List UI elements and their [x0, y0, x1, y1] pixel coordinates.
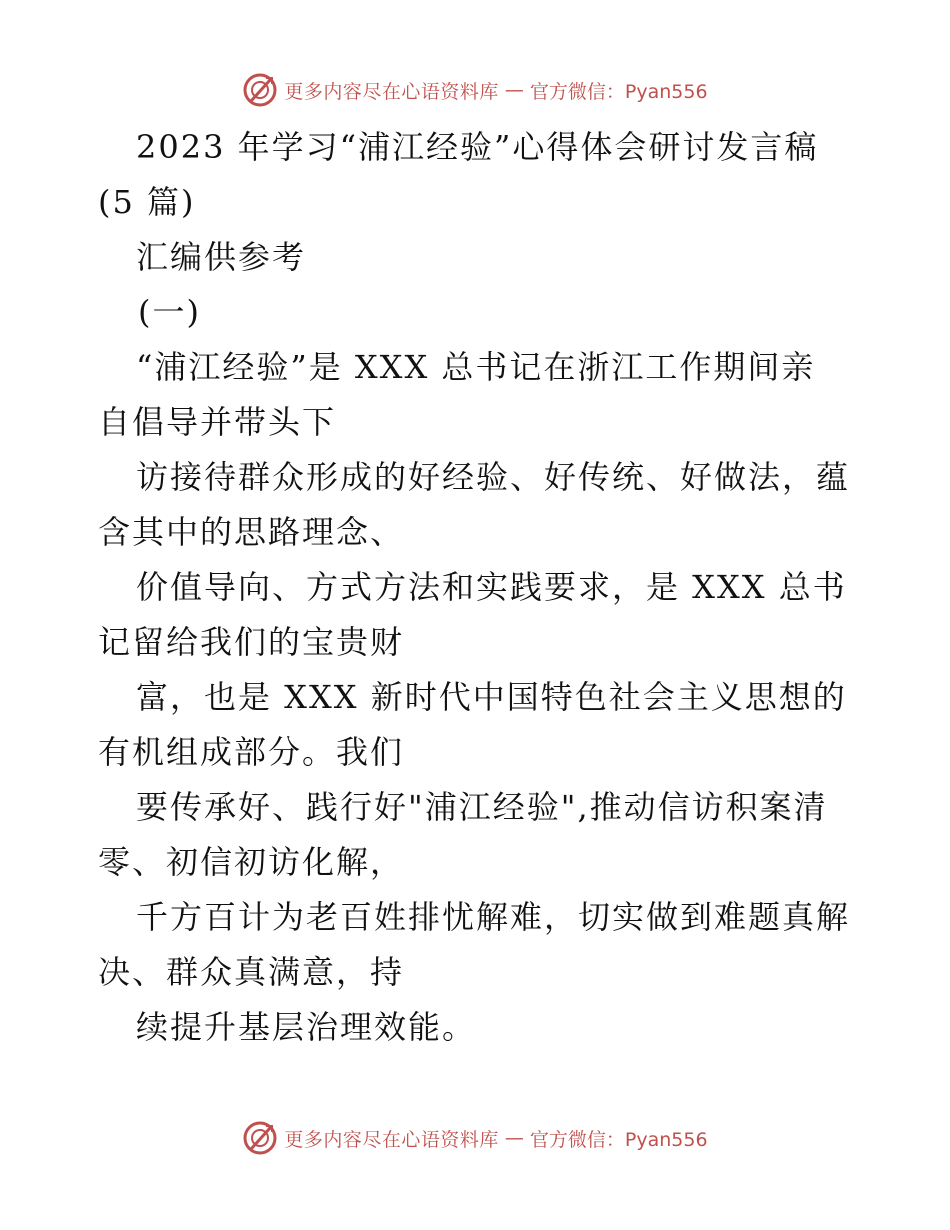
- document-title-line-2: (5 篇): [98, 183, 196, 221]
- paragraph-line: 访接待群众形成的好经验、好传统、好做法，蕴: [136, 458, 851, 496]
- paragraph-line: “浦江经验”是 XXX 总书记在浙江工作期间亲: [136, 348, 816, 386]
- paragraph-line: 有机组成部分。我们: [98, 733, 405, 771]
- paragraph-line: 决、群众真满意，持: [98, 953, 405, 991]
- document-subtitle: 汇编供参考: [136, 238, 307, 276]
- watermark-header: [0, 70, 950, 110]
- watermark-text: 更多内容尽在心语资料库: [284, 1128, 499, 1151]
- watermark-text: 更多内容尽在心语资料库: [284, 80, 499, 103]
- watermark-contact: 官方微信：Pyan556: [529, 80, 708, 103]
- paragraph-line: 富，也是 XXX 新时代中国特色社会主义思想的: [136, 678, 847, 716]
- paragraph-line: 要传承好、践行好"浦江经验",推动信访积案清: [136, 788, 828, 826]
- document-body: [98, 120, 858, 1055]
- logo-icon: [242, 1120, 278, 1156]
- paragraph-line: 自倡导并带头下: [98, 403, 337, 441]
- watermark-dash: —: [504, 1127, 524, 1149]
- paragraph-line: 价值导向、方式方法和实践要求，是 XXX 总书: [136, 568, 847, 606]
- paragraph-line: 千方百计为老百姓排忧解难，切实做到难题真解: [136, 898, 851, 936]
- paragraph-line: 含其中的思路理念、: [98, 513, 405, 551]
- watermark-contact: 官方微信：Pyan556: [529, 1128, 708, 1151]
- paragraph-line: 零、初信初访化解，: [98, 843, 405, 881]
- paragraph-line: 续提升基层治理效能。: [136, 1008, 477, 1046]
- document-title-line-1: 2023 年学习“浦江经验”心得体会研讨发言稿: [136, 128, 819, 166]
- section-heading: (一): [138, 293, 201, 331]
- watermark-dash: —: [504, 79, 524, 101]
- logo-icon: [242, 72, 278, 108]
- watermark-footer: [0, 1118, 950, 1158]
- paragraph-line: 记留给我们的宝贵财: [98, 623, 405, 661]
